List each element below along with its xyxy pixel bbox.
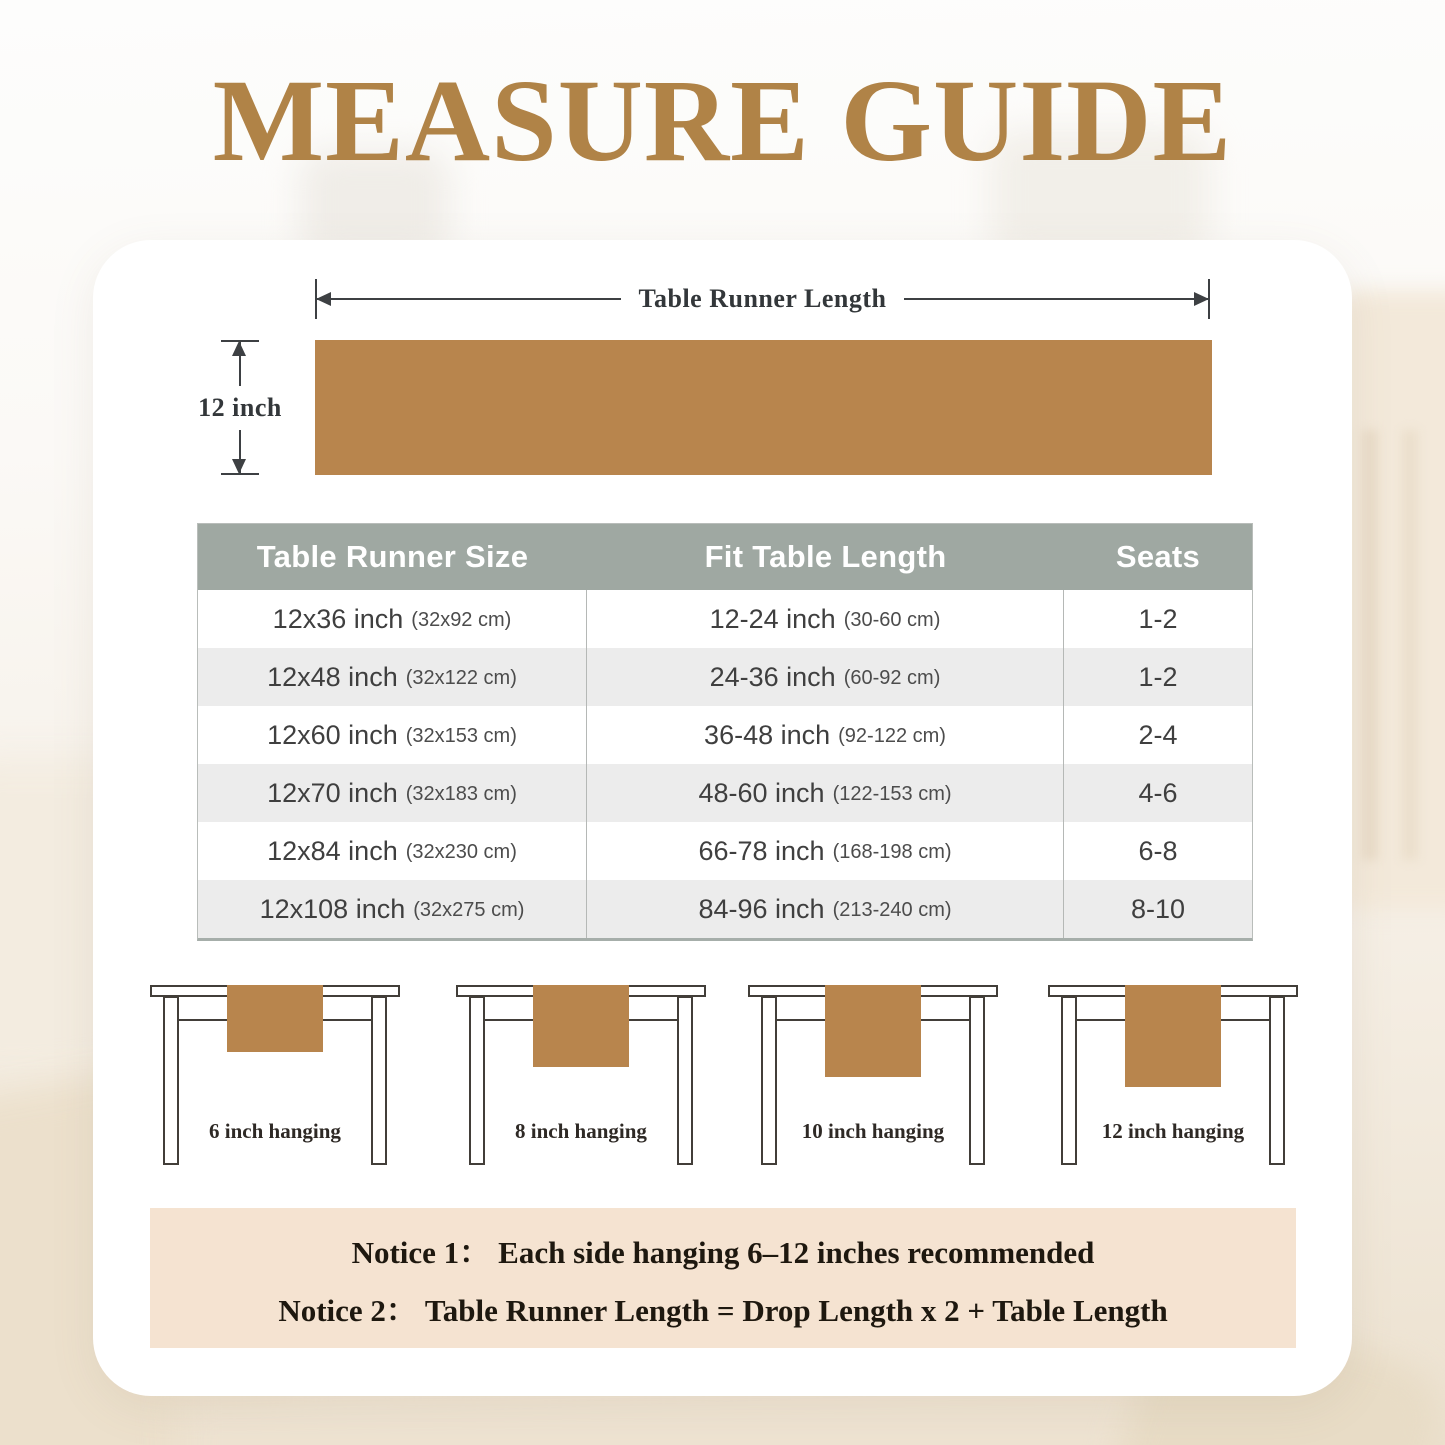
table-row <box>198 590 1252 648</box>
size-cell: 12x36 inch (32x92 cm) <box>198 590 587 648</box>
hanging-label: 12 inch hanging <box>1101 1119 1245 1143</box>
seats-cell: 2-4 <box>1138 719 1178 750</box>
notice-1-text: Each side hanging 6–12 inches recommended <box>498 1234 1095 1270</box>
fit-cell: 66-78 inch (168-198 cm) <box>587 822 1064 880</box>
seats-cell: 1-2 <box>1138 603 1178 634</box>
background-blur-chair-spindle <box>1402 430 1418 860</box>
hanging-example-12in <box>1048 985 1298 1185</box>
table-row <box>198 822 1252 880</box>
header-fit-length: Fit Table Length <box>704 539 947 574</box>
notice-2-prefix: Notice 2： <box>278 1292 417 1328</box>
header-runner-size: Table Runner Size <box>256 539 529 574</box>
dimension-arrow-down <box>239 430 241 474</box>
seats-cell: 4-6 <box>1138 777 1178 808</box>
runner-drop <box>825 985 921 1077</box>
fit-cell: 48-60 inch (122-153 cm) <box>587 764 1064 822</box>
size-cell: 12x70 inch (32x183 cm) <box>198 764 587 822</box>
seats-cell: 8-10 <box>1130 893 1186 924</box>
length-dimension-label: Table Runner Length <box>638 284 887 313</box>
content-card <box>93 240 1352 1396</box>
fit-cell: 24-36 inch (60-92 cm) <box>587 648 1064 706</box>
header-seats: Seats <box>1115 539 1201 574</box>
notice-box <box>150 1208 1296 1348</box>
dimension-arrow-up <box>239 342 241 386</box>
width-dimension <box>198 340 282 475</box>
hanging-example-10in <box>748 985 998 1185</box>
size-cell: 12x108 inch (32x275 cm) <box>198 880 587 938</box>
size-cell: 12x84 inch (32x230 cm) <box>198 822 587 880</box>
notice-1-prefix: Notice 1： <box>351 1234 491 1270</box>
table-runner-swatch <box>315 340 1212 475</box>
width-dimension-label: 12 inch <box>198 392 282 422</box>
runner-drop <box>227 985 323 1052</box>
hanging-label: 8 inch hanging <box>515 1119 647 1143</box>
length-dimension <box>315 279 1210 319</box>
hanging-label: 10 inch hanging <box>801 1119 945 1143</box>
size-table-body <box>198 590 1252 938</box>
seats-cell: 6-8 <box>1138 835 1178 866</box>
notice-2-text: Table Runner Length = Drop Length x 2 + Table Length <box>424 1292 1168 1328</box>
runner-drop <box>533 985 629 1067</box>
hanging-label: 6 inch hanging <box>209 1119 341 1143</box>
hanging-example-6in <box>150 985 400 1185</box>
runner-drop <box>1125 985 1221 1087</box>
size-cell: 12x48 inch (32x122 cm) <box>198 648 587 706</box>
table-row <box>198 648 1252 706</box>
size-table-header <box>198 524 1252 590</box>
notice-1 <box>352 1227 1095 1272</box>
hanging-example-8in <box>456 985 706 1185</box>
seats-cell: 1-2 <box>1138 661 1178 692</box>
fit-cell: 12-24 inch (30-60 cm) <box>587 590 1064 648</box>
page-title: MEASURE GUIDE <box>212 55 1233 186</box>
dimension-arrow-left <box>317 298 621 300</box>
dimension-arrow-right <box>904 298 1208 300</box>
table-row <box>198 764 1252 822</box>
fit-cell: 84-96 inch (213-240 cm) <box>587 880 1064 938</box>
size-table <box>197 523 1253 941</box>
table-row <box>198 706 1252 764</box>
fit-cell: 36-48 inch (92-122 cm) <box>587 706 1064 764</box>
size-cell: 12x60 inch (32x153 cm) <box>198 706 587 764</box>
table-row <box>198 880 1252 938</box>
background-blur-chair-spindle <box>1362 430 1378 860</box>
notice-2 <box>278 1285 1167 1330</box>
